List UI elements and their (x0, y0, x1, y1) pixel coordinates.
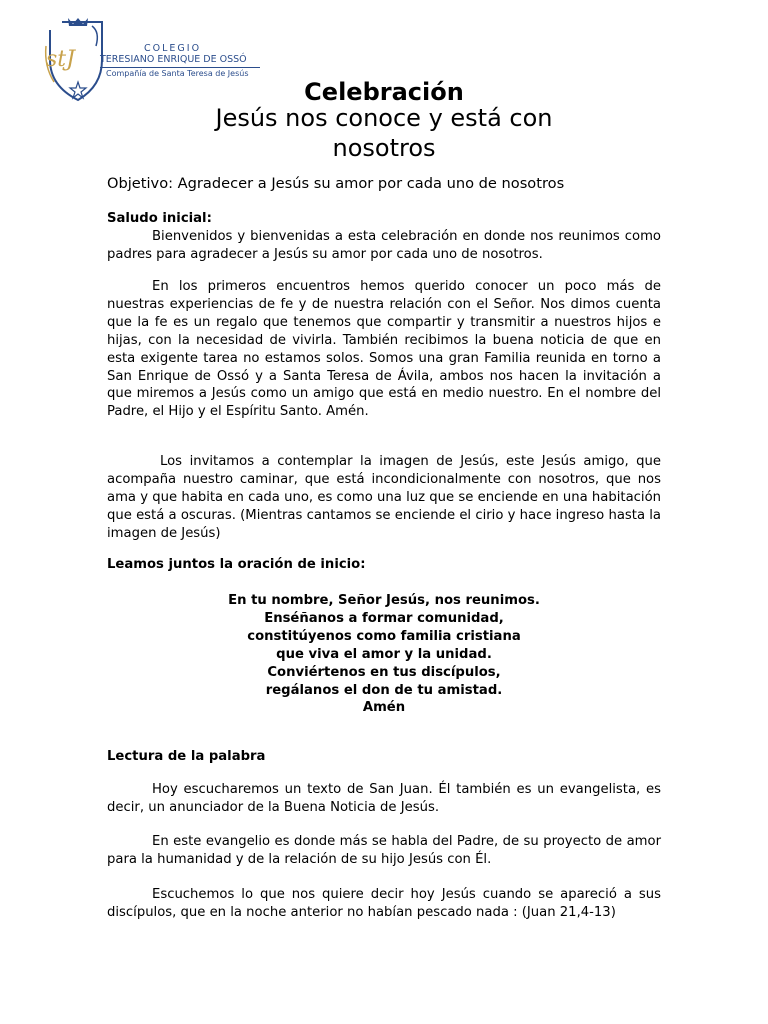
prayer-line: Conviértenos en tus discípulos, (267, 664, 501, 680)
prayer-line: Amén (362, 700, 406, 716)
heading-lectura: Lectura de la palabra (107, 749, 266, 764)
prayer-line: regálanos el don de tu amistad. (265, 682, 503, 698)
section-lectura-p2 (107, 833, 661, 869)
paragraph-encuentros: En los primeros encuentros hemos querido conocer un poco más de nuestras experiencias de fe y de nuestra relación con el Señor. Nos dimos cuenta que la fe es un regalo que tenemos que compartir y transmitir a nuestros hijos e hijas, con la necesidad de vivirla. También recibimos la buena noticia de que en esta exigente tarea no estamos solos. Somos una gran Familia reunida en torno a San Enrique de Ossó y a Santa Teresa de Ávila, ambos nos hacen la invitación a que miremos a Jesús como un amigo que está en medio nuestro. En el nombre del Padre, el Hijo y el Espíritu Santo. Amén. (107, 279, 661, 420)
section-lectura-p1 (107, 781, 661, 817)
section-encuentros (107, 278, 661, 421)
logo-text (100, 43, 260, 79)
logo-line-colegio: COLEGIO (144, 43, 202, 54)
paragraph-invitacion: Los invitamos a contemplar la imagen de Jesús, este Jesús amigo, que acompaña nuestro caminar, que está incondicionalmente con nosotros, que nos ama y que habita en cada uno, es como una luz que se enciende en una habitación que está a oscuras. (Mientras cantamos se enciende el cirio y hace ingreso hasta la imagen de Jesús) (107, 454, 661, 541)
document-subtitle-line1: Jesús nos conoce y está con (215, 104, 553, 132)
prayer-line: constitúyenos como familia cristiana (247, 628, 521, 644)
heading-oracion: Leamos juntos la oración de inicio: (107, 557, 366, 572)
paragraph-escuchemos: Escuchemos lo que nos quiere decir hoy Jesús cuando se apareció a sus discípulos, que en la noche anterior no habían pescado nada : (Juan 21,4-13) (107, 887, 661, 920)
paragraph-san-juan: Hoy escucharemos un texto de San Juan. Él también es un evangelista, es decir, un anunciador de la Buena Noticia de Jesús. (107, 782, 661, 815)
prayer (107, 592, 661, 717)
section-saludo (107, 210, 661, 264)
prayer-line: que viva el amor y la unidad. (276, 646, 492, 662)
section-lectura-p3 (107, 886, 661, 922)
svg-text:stJ: stJ (46, 47, 75, 72)
logo-line-school-name: TERESIANO ENRIQUE DE OSSÓ (100, 54, 260, 68)
prayer-line: En tu nombre, Señor Jesús, nos reunimos. (228, 593, 540, 608)
paragraph-evangelio: En este evangelio es donde más se habla del Padre, de su proyecto de amor para la humanidad y de la relación de su hijo Jesús con Él. (107, 834, 661, 867)
document-title: Celebración (304, 78, 464, 106)
objective: Objetivo: Agradecer a Jesús su amor por cada uno de nosotros (107, 175, 565, 192)
prayer-line: Enséñanos a formar comunidad, (264, 610, 504, 626)
logo-line-company: Compañía de Santa Teresa de Jesús (106, 69, 249, 78)
document-subtitle-line2: nosotros (332, 134, 436, 162)
paragraph-bienvenida: Bienvenidos y bienvenidas a esta celebración en donde nos reunimos como padres para agradecer a Jesús su amor por cada uno de nosotros. (107, 228, 661, 262)
section-invitacion (107, 453, 661, 543)
heading-saludo: Saludo inicial: (107, 211, 212, 226)
